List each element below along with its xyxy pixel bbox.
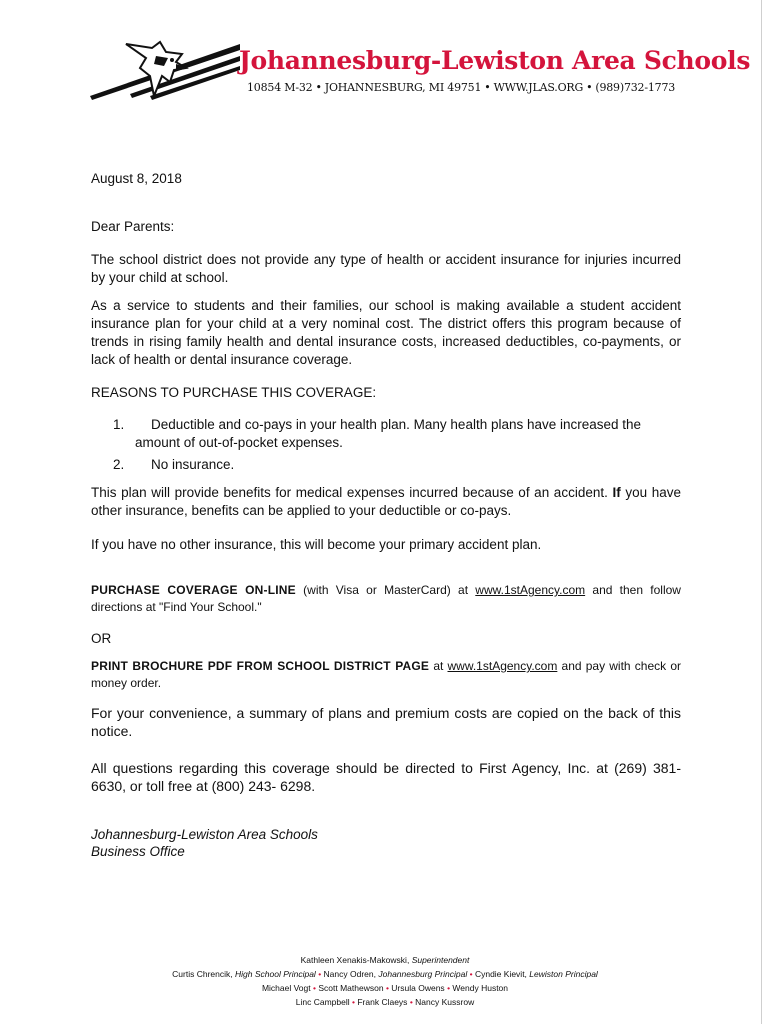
signature-organization: Johannesburg-Lewiston Area Schools xyxy=(91,827,318,842)
print-brochure-instructions xyxy=(91,658,681,692)
paragraph-contact: All questions regarding this coverage should be directed to First Agency, Inc. at (269) 381-6630, or toll free at (800) 243- 6298. xyxy=(91,760,681,794)
website-link[interactable]: WWW.JLAS.ORG xyxy=(493,81,584,94)
agency-website-link[interactable]: www.1stAgency.com xyxy=(447,659,558,673)
jp-principal-name: Nancy Odren, xyxy=(323,969,376,979)
street-address: 10854 M-32 xyxy=(247,81,313,94)
cardinal-bird-logo xyxy=(90,38,240,102)
paragraph-no-insurance: The school district does not provide any type of health or accident insurance for injuries incurred by your child at school. xyxy=(91,252,681,285)
paragraph-service: As a service to students and their families, our school is making available a student accident insurance plan for your child at a very nominal cost. The district offers this program because of trends in rising family health and dental insurance costs, increased deductibles, co-payments, or lack of health or dental insurance coverage. xyxy=(91,298,681,367)
footer-principals xyxy=(100,967,670,981)
reason-text: No insurance. xyxy=(151,457,235,472)
list-item xyxy=(91,456,681,474)
reasons-list xyxy=(91,416,681,474)
list-number: 2. xyxy=(113,457,125,472)
bullet-separator: • xyxy=(318,969,322,979)
purchase-online-text: (with Visa or MasterCard) at xyxy=(303,583,469,597)
board-member: Wendy Huston xyxy=(452,983,509,993)
bullet-separator: • xyxy=(447,983,451,993)
page-edge-divider xyxy=(761,0,762,1024)
board-member: Nancy Kussrow xyxy=(415,997,475,1007)
reason-text: Deductible and co-pays in your health plan. Many health plans have increased the xyxy=(151,417,642,432)
school-address-line: 10854 M-32 • JOHANNESBURG, MI 49751 • WWW.JLAS.ORG • (989)732-1773 xyxy=(247,81,676,94)
letter-date: August 8, 2018 xyxy=(91,171,182,186)
or-divider: OR xyxy=(91,631,112,646)
phone-number: (989)732-1773 xyxy=(595,81,676,94)
signature-block xyxy=(91,826,318,860)
bullet-separator: • xyxy=(385,983,389,993)
list-number: 1. xyxy=(113,417,125,432)
footer-board-row-1 xyxy=(100,981,670,995)
purchase-online-instructions xyxy=(91,582,681,616)
hs-principal-name: Curtis Chrencik, xyxy=(172,969,233,979)
city-state-zip: JOHANNESBURG, MI 49751 xyxy=(324,81,482,94)
superintendent-title: Superintendent xyxy=(411,955,470,965)
lp-principal-name: Cyndie Kievit, xyxy=(474,969,527,979)
paragraph-benefits xyxy=(91,484,681,520)
benefits-emphasis: If xyxy=(612,485,621,500)
bullet-separator: • xyxy=(352,997,355,1007)
print-brochure-label: PRINT BROCHURE PDF FROM SCHOOL DISTRICT PAGE xyxy=(91,659,430,673)
paragraph-summary: For your convenience, a summary of plans and premium costs are copied on the back of this notice. xyxy=(91,705,681,739)
lp-principal-title: Lewiston Principal xyxy=(529,969,598,979)
paragraph-primary-plan: If you have no other insurance, this will become your primary accident plan. xyxy=(91,537,542,552)
print-brochure-payment: and pay with check or money order. xyxy=(91,659,681,690)
bullet-separator: • xyxy=(469,969,473,979)
footer-board-row-2 xyxy=(100,995,670,1009)
staff-footer xyxy=(100,953,670,1009)
jp-principal-title: Johannesburg Principal xyxy=(378,969,468,979)
agency-website-link[interactable]: www.1stAgency.com xyxy=(475,583,586,597)
salutation: Dear Parents: xyxy=(91,219,175,234)
bullet-separator: • xyxy=(313,983,316,993)
signature-department: Business Office xyxy=(91,844,185,859)
board-member: Michael Vogt xyxy=(261,983,311,993)
board-member: Linc Campbell xyxy=(295,997,350,1007)
reason-text-continued: amount of out-of-pocket expenses. xyxy=(135,435,343,450)
school-name: Johannesburg-Lewiston Area Schools xyxy=(239,46,751,75)
board-member: Frank Claeys xyxy=(357,997,408,1007)
benefits-text: This plan will provide benefits for medical expenses incurred because of an accident. xyxy=(91,485,608,500)
board-member: Ursula Owens xyxy=(391,983,445,993)
board-member: Scott Mathewson xyxy=(318,983,384,993)
purchase-online-label: PURCHASE COVERAGE ON-LINE xyxy=(91,583,296,597)
hs-principal-title: High School Principal xyxy=(235,969,316,979)
print-brochure-text: at xyxy=(433,659,444,673)
reasons-heading: REASONS TO PURCHASE THIS COVERAGE: xyxy=(91,385,377,400)
benefits-text-continued: you have other insurance, benefits can be applied to your deductible or co-pays. xyxy=(91,485,681,518)
superintendent-name: Kathleen Xenakis-Makowski, xyxy=(300,955,410,965)
list-item xyxy=(91,416,681,452)
footer-superintendent xyxy=(100,953,670,967)
purchase-online-directions: and then follow directions at "Find Your School." xyxy=(91,583,681,614)
bullet-separator: • xyxy=(409,997,413,1007)
